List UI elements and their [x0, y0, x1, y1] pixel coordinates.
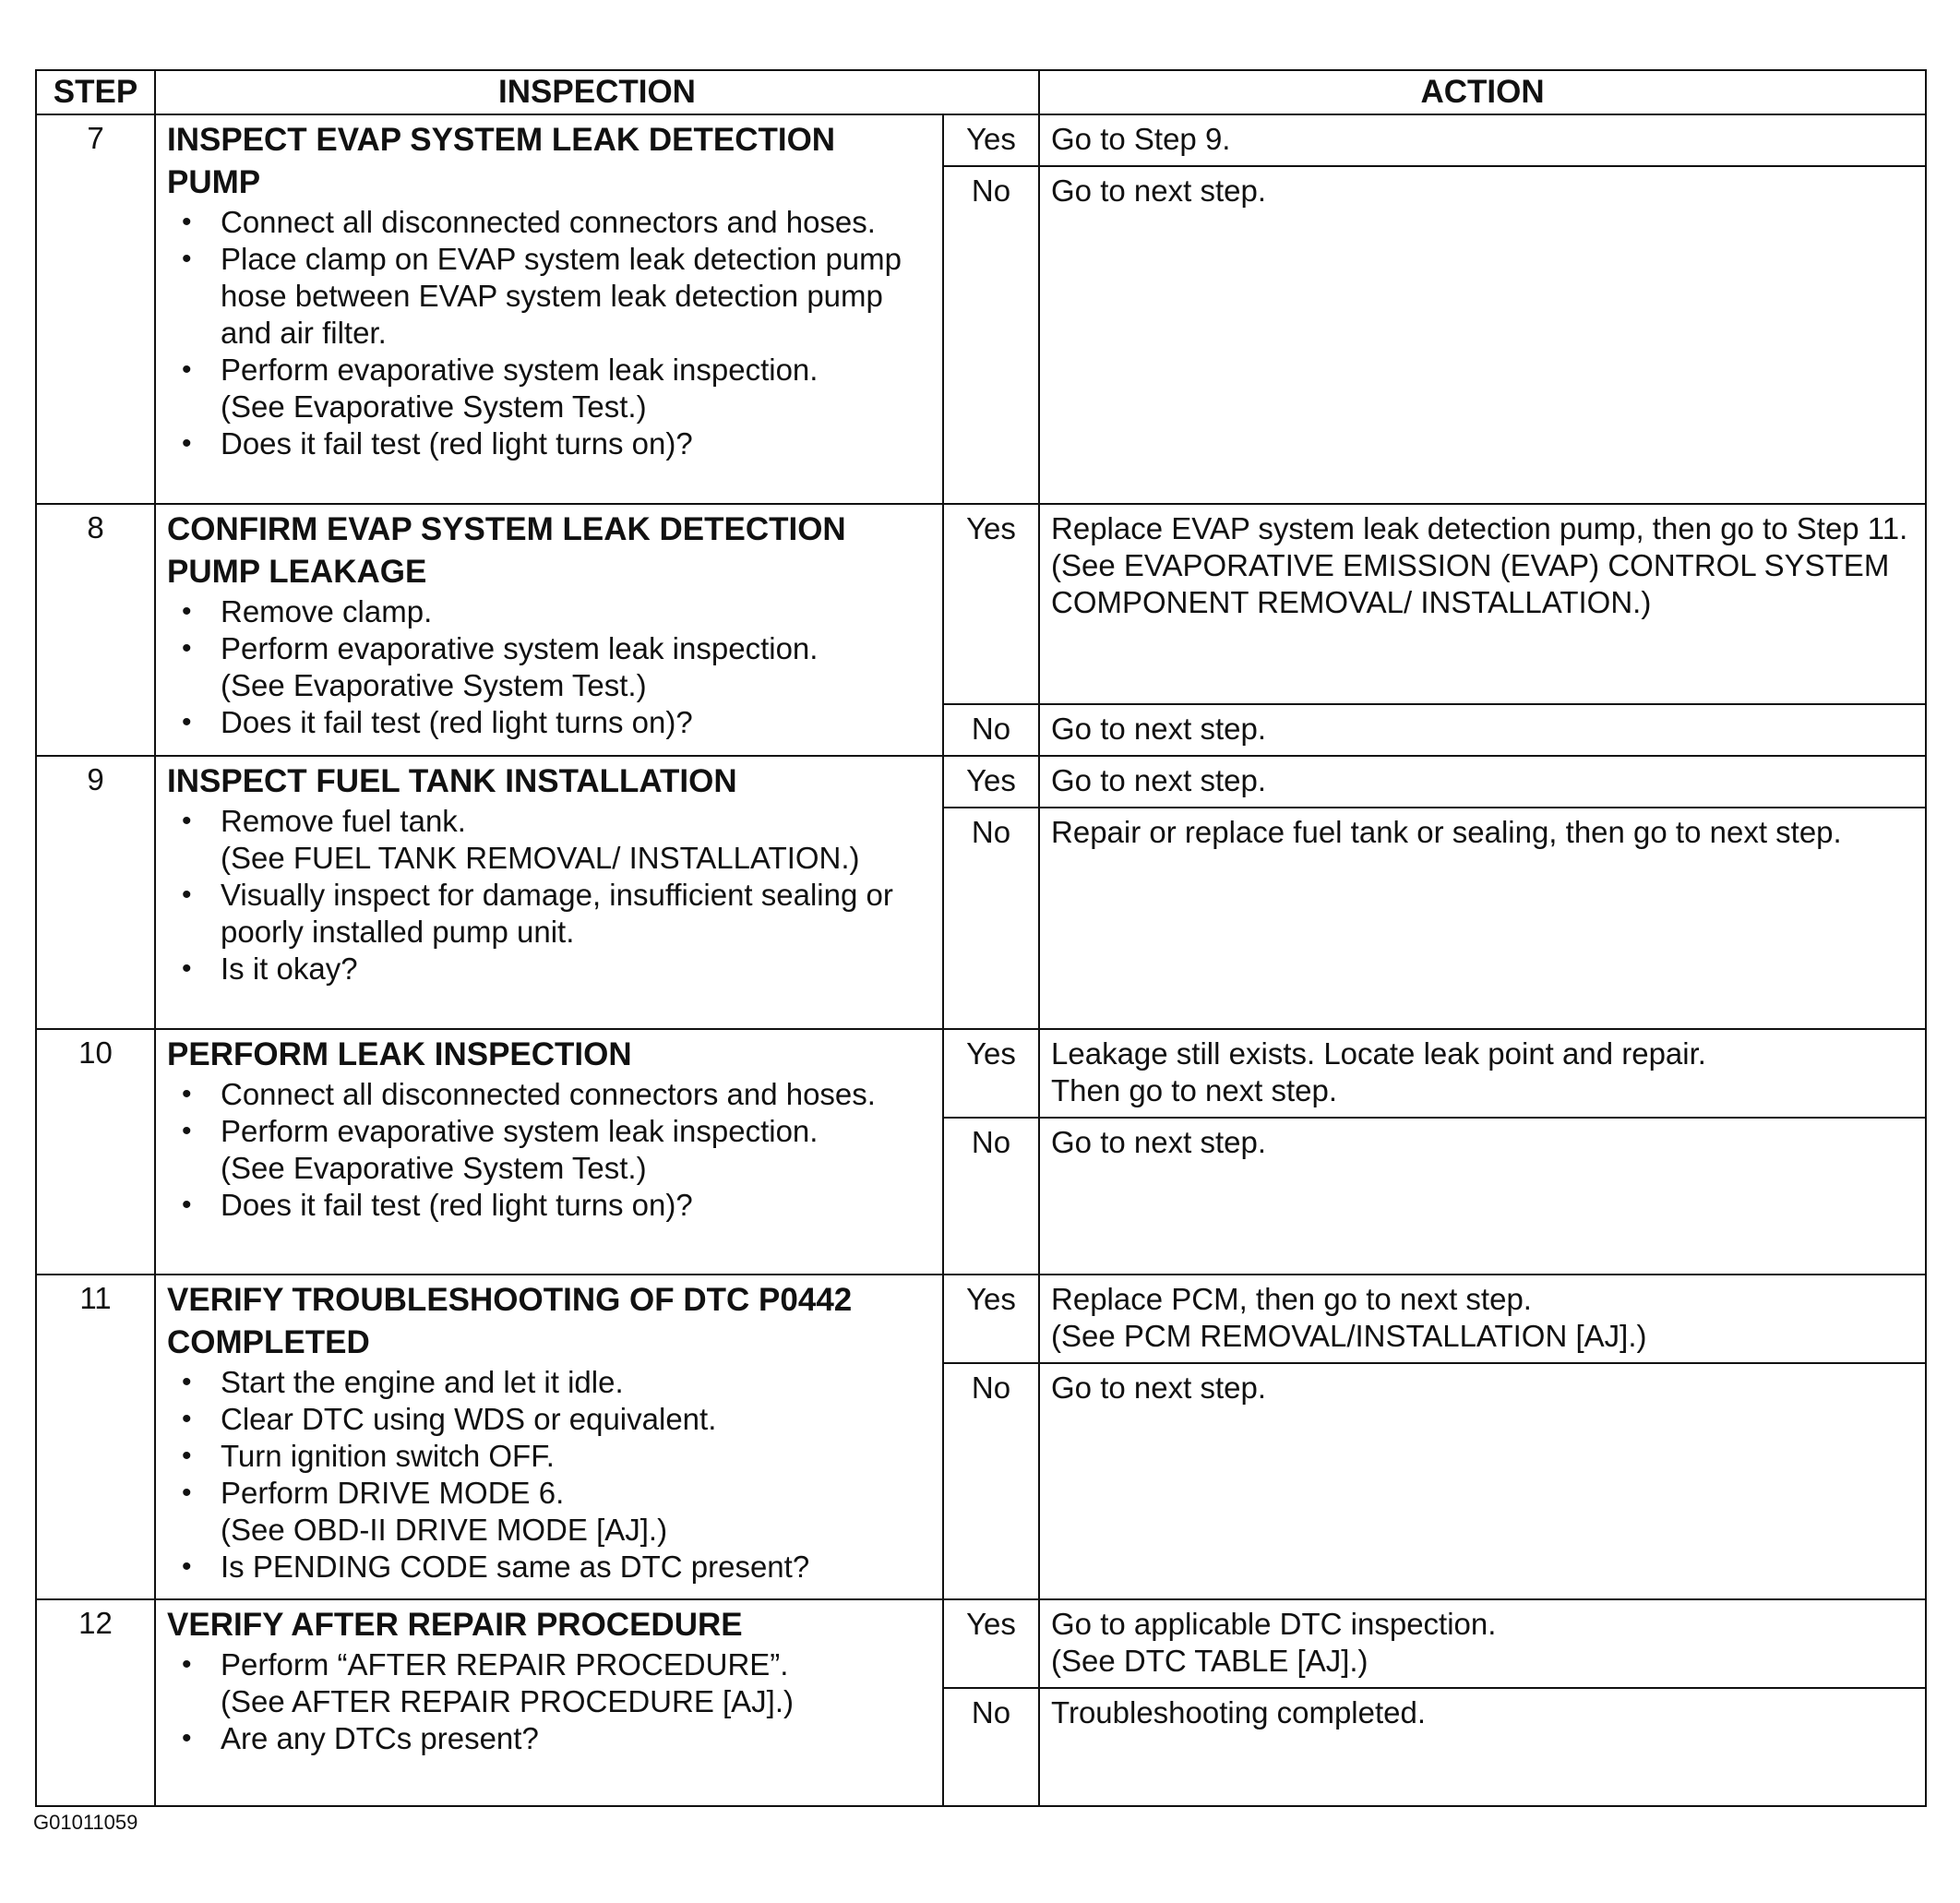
inspection-bullets	[167, 1364, 933, 1586]
inspection-bullets	[167, 803, 933, 987]
bullet-icon: •	[182, 1441, 192, 1471]
bullet-text: Is it okay?	[221, 952, 358, 986]
diagnostic-table-container	[35, 69, 1925, 1807]
inspection-title: PERFORM LEAK INSPECTION	[167, 1036, 632, 1072]
inspection-bullet	[167, 1549, 933, 1586]
no-label: No	[943, 166, 1039, 504]
inspection-title: CONFIRM EVAP SYSTEM LEAK DETECTION	[167, 511, 846, 547]
yes-label: Yes	[943, 1599, 1039, 1688]
bullet-text: Does it fail test (red light turns on)?	[221, 705, 693, 739]
bullet-icon: •	[182, 596, 192, 627]
bullet-icon: •	[182, 428, 192, 459]
action-text: Go to applicable DTC inspection.	[1051, 1607, 1497, 1641]
inspection-title: COMPLETED	[167, 1324, 370, 1360]
bullet-note: (See Evaporative System Test.)	[221, 1151, 647, 1185]
yes-action	[1039, 114, 1926, 166]
inspection-title: PUMP LEAKAGE	[167, 554, 427, 590]
inspection-bullet	[167, 204, 933, 241]
yes-action	[1039, 1599, 1926, 1688]
inspection-bullet	[167, 1720, 933, 1757]
inspection-title: PUMP	[167, 164, 261, 200]
inspection-cell	[155, 504, 943, 756]
bullet-note: (See OBD-II DRIVE MODE [AJ].)	[221, 1513, 668, 1547]
no-action	[1039, 704, 1926, 756]
header-inspection: INSPECTION	[155, 70, 1039, 114]
inspection-bullets	[167, 593, 933, 741]
bullet-icon: •	[182, 953, 192, 984]
bullet-icon: •	[182, 633, 192, 664]
bullet-icon: •	[182, 1190, 192, 1220]
bullet-icon: •	[182, 707, 192, 737]
yes-label: Yes	[943, 1029, 1039, 1118]
no-action	[1039, 808, 1926, 1029]
bullet-icon: •	[182, 880, 192, 910]
inspection-bullet	[167, 630, 933, 704]
step-number: 7	[36, 114, 155, 504]
no-action	[1039, 166, 1926, 504]
step-row	[36, 1029, 1926, 1118]
inspection-bullet	[167, 704, 933, 741]
action-text: (See EVAPORATIVE EMISSION (EVAP) CONTROL SYSTEM COMPONENT REMOVAL/ INSTALLATION.)	[1051, 548, 1890, 619]
yes-label: Yes	[943, 114, 1039, 166]
bullet-text: Perform evaporative system leak inspection.	[221, 1114, 819, 1148]
no-label: No	[943, 1688, 1039, 1806]
bullet-icon: •	[182, 1478, 192, 1508]
action-text: Go to next step.	[1051, 174, 1266, 208]
inspection-bullet	[167, 1364, 933, 1401]
action-text: Then go to next step.	[1051, 1073, 1338, 1107]
bullet-icon: •	[182, 207, 192, 237]
header-action: ACTION	[1039, 70, 1926, 114]
figure-id: G01011059	[33, 1811, 138, 1834]
yes-action	[1039, 1029, 1926, 1118]
inspection-bullets	[167, 1646, 933, 1757]
bullet-note: (See Evaporative System Test.)	[221, 389, 647, 424]
header-row	[36, 70, 1926, 114]
inspection-bullet	[167, 877, 933, 951]
bullet-note: (See FUEL TANK REMOVAL/ INSTALLATION.)	[221, 841, 860, 875]
inspection-bullet	[167, 1438, 933, 1475]
inspection-bullet	[167, 1187, 933, 1224]
yes-label: Yes	[943, 756, 1039, 808]
action-text: Leakage still exists. Locate leak point and repair.	[1051, 1036, 1706, 1071]
action-text: Repair or replace fuel tank or sealing, then go to next step.	[1051, 815, 1842, 849]
bullet-text: Start the engine and let it idle.	[221, 1365, 624, 1399]
diagnostic-procedure-table	[35, 69, 1927, 1807]
inspection-bullet	[167, 1113, 933, 1187]
bullet-text: Visually inspect for damage, insufficient sealing or poorly installed pump unit.	[221, 878, 893, 949]
yes-action	[1039, 756, 1926, 808]
inspection-title: INSPECT EVAP SYSTEM LEAK DETECTION	[167, 122, 836, 158]
bullet-text: Does it fail test (red light turns on)?	[221, 1188, 693, 1222]
inspection-title: VERIFY AFTER REPAIR PROCEDURE	[167, 1607, 743, 1643]
yes-action	[1039, 504, 1926, 704]
bullet-icon: •	[182, 244, 192, 274]
inspection-cell	[155, 1275, 943, 1599]
inspection-bullet	[167, 1076, 933, 1113]
bullet-text: Is PENDING CODE same as DTC present?	[221, 1550, 810, 1584]
step-number: 10	[36, 1029, 155, 1275]
bullet-text: Turn ignition switch OFF.	[221, 1439, 555, 1473]
inspection-cell	[155, 1599, 943, 1806]
no-action	[1039, 1118, 1926, 1275]
step-row	[36, 1599, 1926, 1688]
yes-label: Yes	[943, 504, 1039, 704]
step-row	[36, 756, 1926, 808]
bullet-text: Perform DRIVE MODE 6.	[221, 1476, 565, 1510]
bullet-icon: •	[182, 1723, 192, 1753]
bullet-note: (See Evaporative System Test.)	[221, 668, 647, 702]
bullet-text: Perform evaporative system leak inspection.	[221, 631, 819, 665]
no-action	[1039, 1688, 1926, 1806]
inspection-bullet	[167, 1646, 933, 1720]
step-row	[36, 504, 1926, 704]
inspection-bullet	[167, 803, 933, 877]
action-text: Go to next step.	[1051, 1370, 1266, 1405]
action-text: (See PCM REMOVAL/INSTALLATION [AJ].)	[1051, 1319, 1647, 1353]
action-text: Go to next step.	[1051, 712, 1266, 746]
inspection-bullet	[167, 593, 933, 630]
action-text: (See DTC TABLE [AJ].)	[1051, 1644, 1368, 1678]
bullet-icon: •	[182, 806, 192, 836]
no-action	[1039, 1363, 1926, 1599]
step-row	[36, 114, 1926, 166]
inspection-bullet	[167, 951, 933, 987]
bullet-note: (See AFTER REPAIR PROCEDURE [AJ].)	[221, 1684, 795, 1718]
no-label: No	[943, 1118, 1039, 1275]
bullet-text: Are any DTCs present?	[221, 1721, 539, 1755]
no-label: No	[943, 808, 1039, 1029]
step-number: 8	[36, 504, 155, 756]
bullet-icon: •	[182, 1367, 192, 1397]
bullet-text: Place clamp on EVAP system leak detection pump hose between EVAP system leak detection pump and air filter.	[221, 242, 902, 350]
bullet-text: Remove clamp.	[221, 594, 433, 628]
table-body	[36, 114, 1926, 1806]
inspection-cell	[155, 114, 943, 504]
action-text: Replace PCM, then go to next step.	[1051, 1282, 1532, 1316]
inspection-bullet	[167, 241, 933, 352]
inspection-bullet	[167, 1401, 933, 1438]
no-label: No	[943, 704, 1039, 756]
action-text: Troubleshooting completed.	[1051, 1695, 1427, 1729]
inspection-cell	[155, 1029, 943, 1275]
inspection-bullet	[167, 352, 933, 425]
header-step: STEP	[36, 70, 155, 114]
step-row	[36, 1275, 1926, 1363]
bullet-icon: •	[182, 1079, 192, 1109]
inspection-title: INSPECT FUEL TANK INSTALLATION	[167, 763, 737, 799]
bullet-text: Perform evaporative system leak inspection.	[221, 353, 819, 387]
action-text: Go to next step.	[1051, 763, 1266, 797]
action-text: Go to Step 9.	[1051, 122, 1231, 156]
bullet-icon: •	[182, 1116, 192, 1146]
bullet-text: Clear DTC using WDS or equivalent.	[221, 1402, 717, 1436]
step-number: 11	[36, 1275, 155, 1599]
step-number: 9	[36, 756, 155, 1029]
yes-action	[1039, 1275, 1926, 1363]
inspection-bullet	[167, 1475, 933, 1549]
action-text: Replace EVAP system leak detection pump, then go to Step 11.	[1051, 511, 1908, 545]
bullet-icon: •	[182, 1551, 192, 1582]
bullet-text: Connect all disconnected connectors and hoses.	[221, 205, 876, 239]
inspection-cell	[155, 756, 943, 1029]
step-number: 12	[36, 1599, 155, 1806]
bullet-icon: •	[182, 1404, 192, 1434]
inspection-title: VERIFY TROUBLESHOOTING OF DTC P0442	[167, 1282, 853, 1318]
bullet-text: Does it fail test (red light turns on)?	[221, 426, 693, 461]
inspection-bullets	[167, 204, 933, 462]
inspection-bullet	[167, 425, 933, 462]
bullet-text: Perform “AFTER REPAIR PROCEDURE”.	[221, 1647, 789, 1682]
bullet-text: Remove fuel tank.	[221, 804, 466, 838]
yes-label: Yes	[943, 1275, 1039, 1363]
inspection-bullets	[167, 1076, 933, 1224]
bullet-icon: •	[182, 1649, 192, 1680]
action-text: Go to next step.	[1051, 1125, 1266, 1159]
bullet-text: Connect all disconnected connectors and hoses.	[221, 1077, 876, 1111]
bullet-icon: •	[182, 354, 192, 385]
no-label: No	[943, 1363, 1039, 1599]
